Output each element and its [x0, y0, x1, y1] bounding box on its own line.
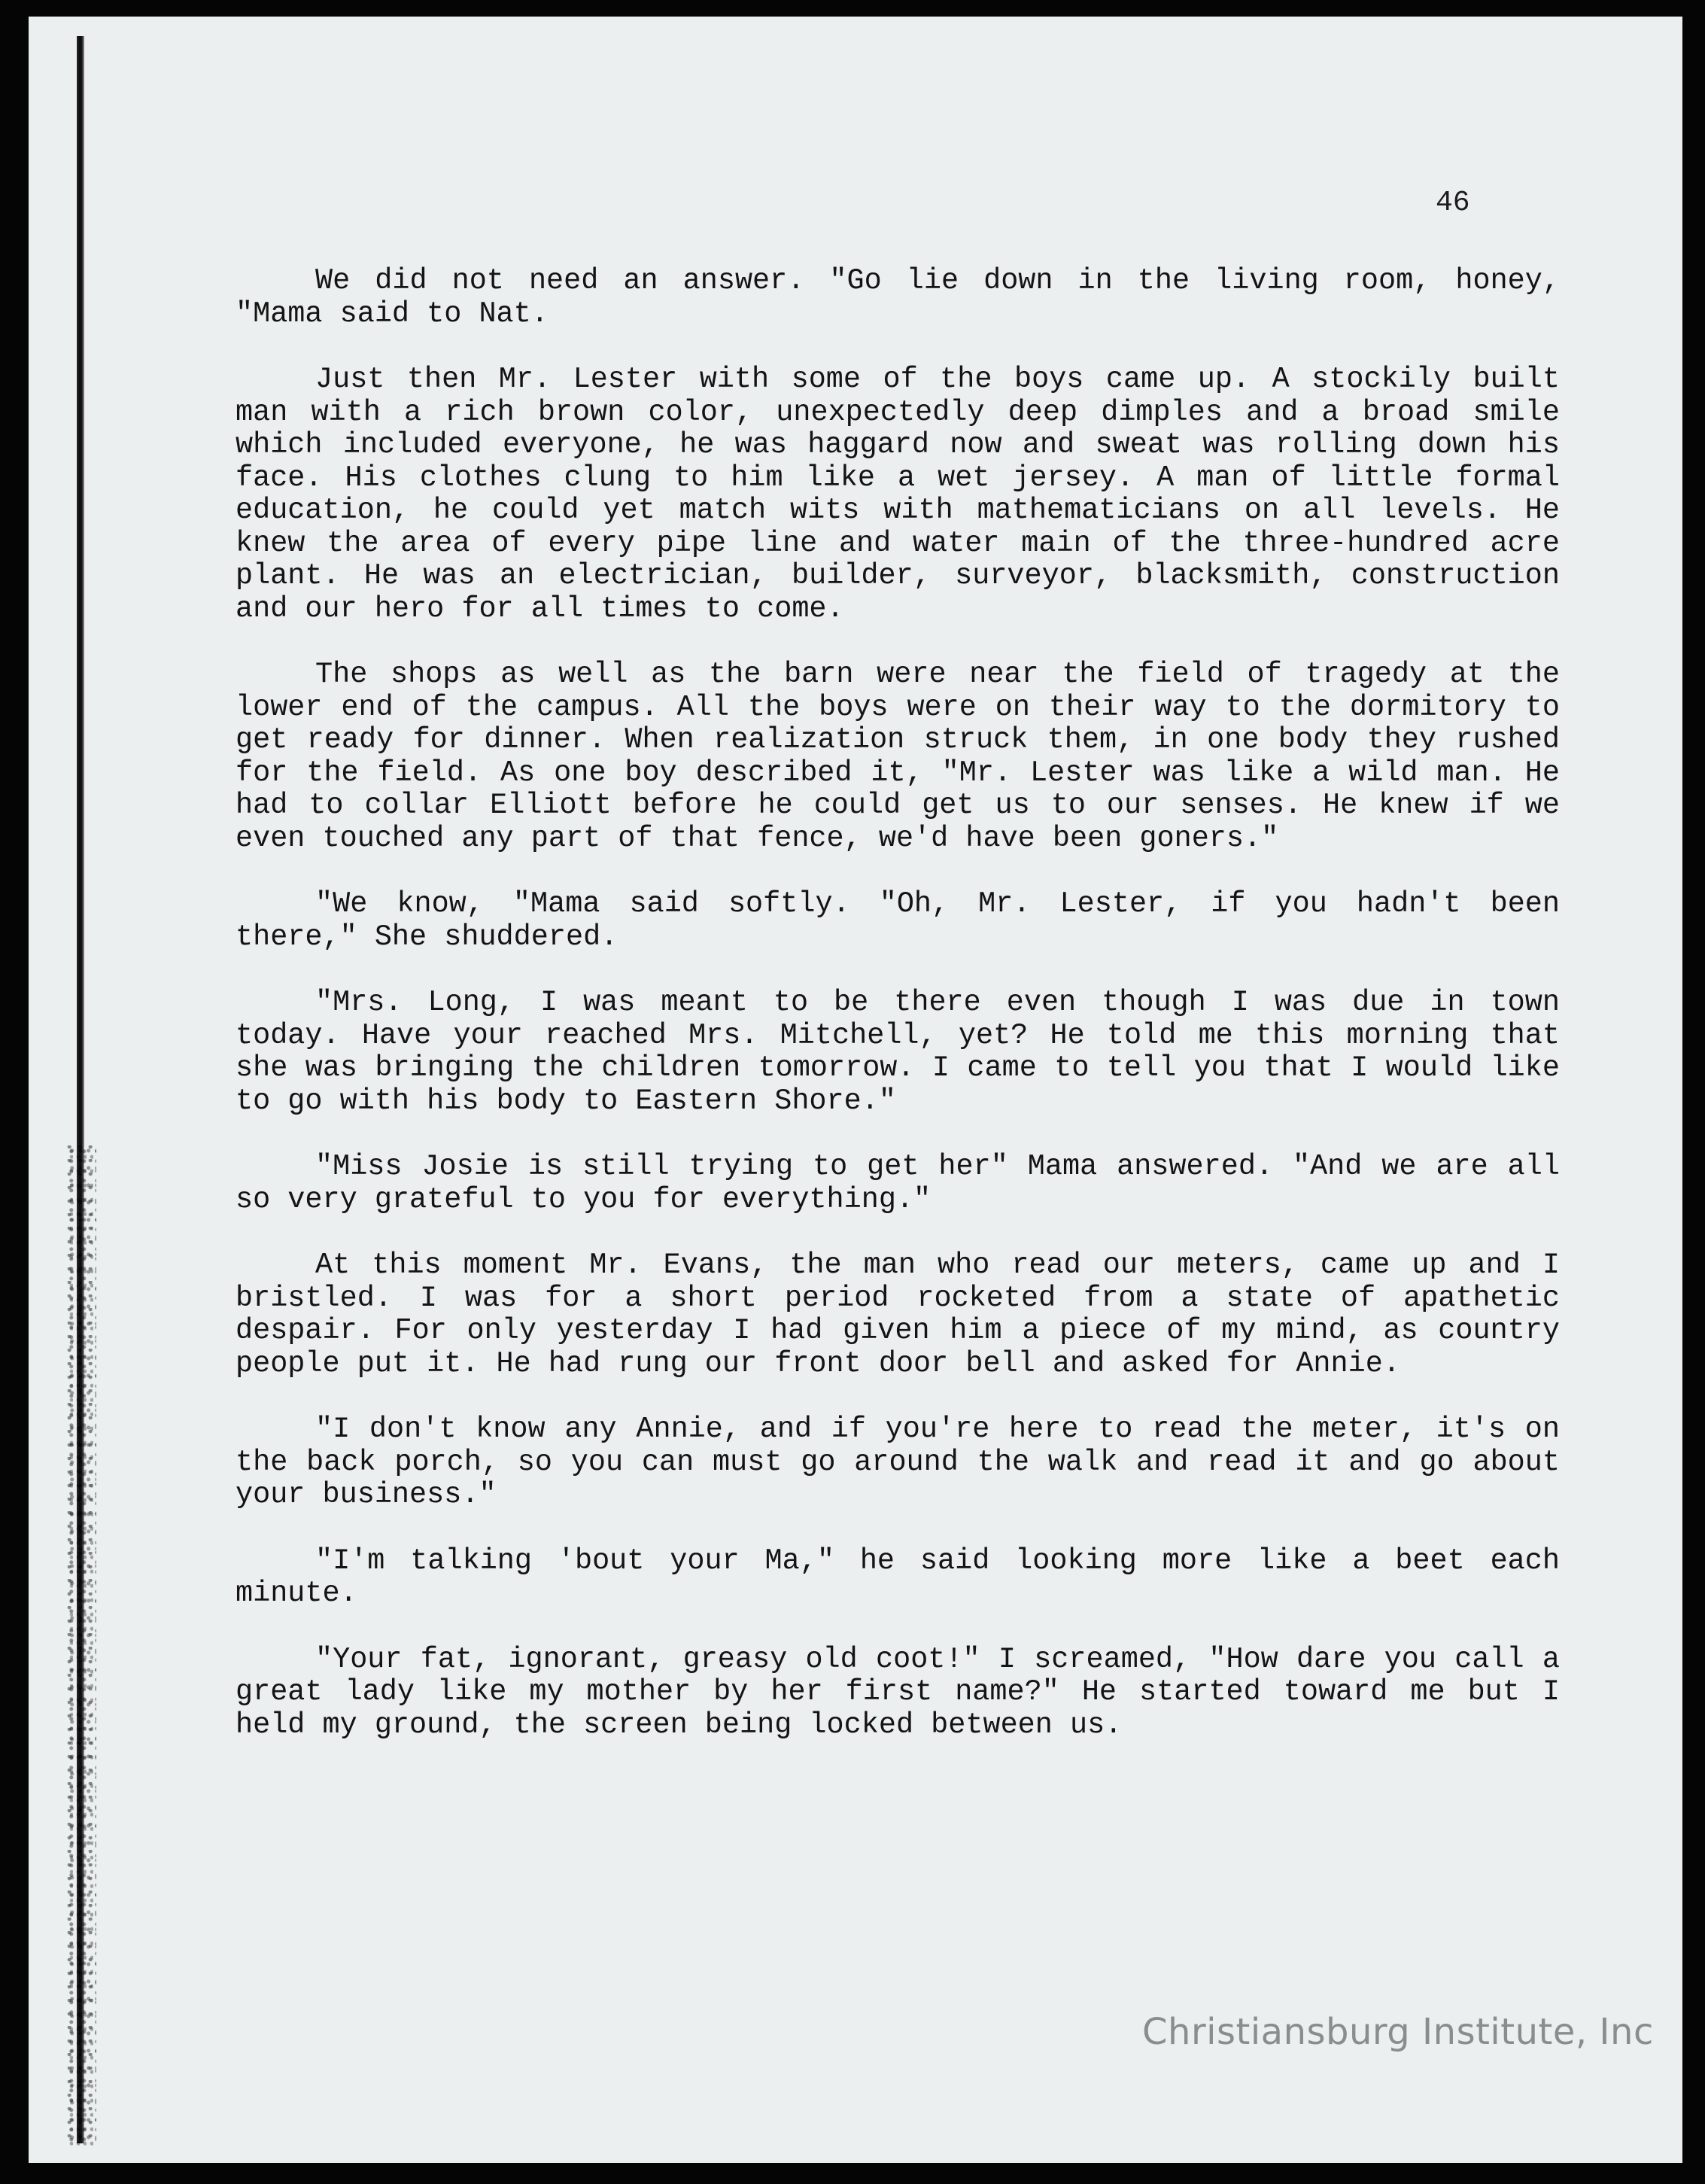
paragraph: "Mrs. Long, I was meant to be there even though I was due in town today. Have your reached Mrs. Mitchell, yet? He told me this morning that she was bringing the children tomorrow. I came to tell you that I would like to go with his body to Eastern Shore." [236, 986, 1560, 1118]
paragraph: "Your fat, ignorant, greasy old coot!" I screamed, "How dare you call a great lady like my mother by her first name?" He started toward me but I held my ground, the screen being locked between us. [236, 1642, 1560, 1741]
paragraph: Just then Mr. Lester with some of the boys came up. A stockily built man with a rich brown color, unexpectedly deep dimples and a broad smile which included everyone, he was haggard now and sweat was rolling down his face. His clothes clung to him like a wet jersey. A man of little formal education, he could yet match wits with mathematicians on all levels. He knew the area of every pipe line and water main of the three-hundred acre plant. He was an electrician, builder, surveyor, blacksmith, construction and our hero for all times to come. [236, 363, 1560, 625]
binding-speckle [66, 1145, 96, 2146]
body-text [236, 265, 1560, 1775]
paragraph: "Miss Josie is still trying to get her" Mama answered. "And we are all so very grateful to you for everything." [236, 1150, 1560, 1216]
paragraph: At this moment Mr. Evans, the man who read our meters, came up and I bristled. I was for a short period rocketed from a state of apathetic despair. For only yesterday I had given him a piece of my mind, as country people put it. He had rung our front door bell and asked for Annie. [236, 1249, 1560, 1380]
paragraph: "We know, "Mama said softly. "Oh, Mr. Lester, if you hadn't been there," She shuddered. [236, 887, 1560, 954]
paragraph: The shops as well as the barn were near the field of tragedy at the lower end of the campus. All the boys were on their way to the dormitory to get ready for dinner. When realization struck them, in one body they rushed for the field. As one boy described it, "Mr. Lester was like a wild man. He had to collar Elliott before he could get us to our senses. He knew if we even touched any part of that fence, we'd have been goners." [236, 658, 1560, 855]
paragraph: "I don't know any Annie, and if you're here to read the meter, it's on the back porch, so you can must go around the walk and read it and go about your business." [236, 1413, 1560, 1511]
paragraph: We did not need an answer. "Go lie down in the living room, honey, "Mama said to Nat. [236, 264, 1560, 330]
watermark: Christiansburg Institute, Inc [1142, 2011, 1654, 2053]
paragraph: "I'm talking 'bout your Ma," he said looking more like a beet each minute. [236, 1544, 1560, 1610]
page-number: 46 [1436, 187, 1470, 219]
document-page [29, 17, 1682, 2163]
